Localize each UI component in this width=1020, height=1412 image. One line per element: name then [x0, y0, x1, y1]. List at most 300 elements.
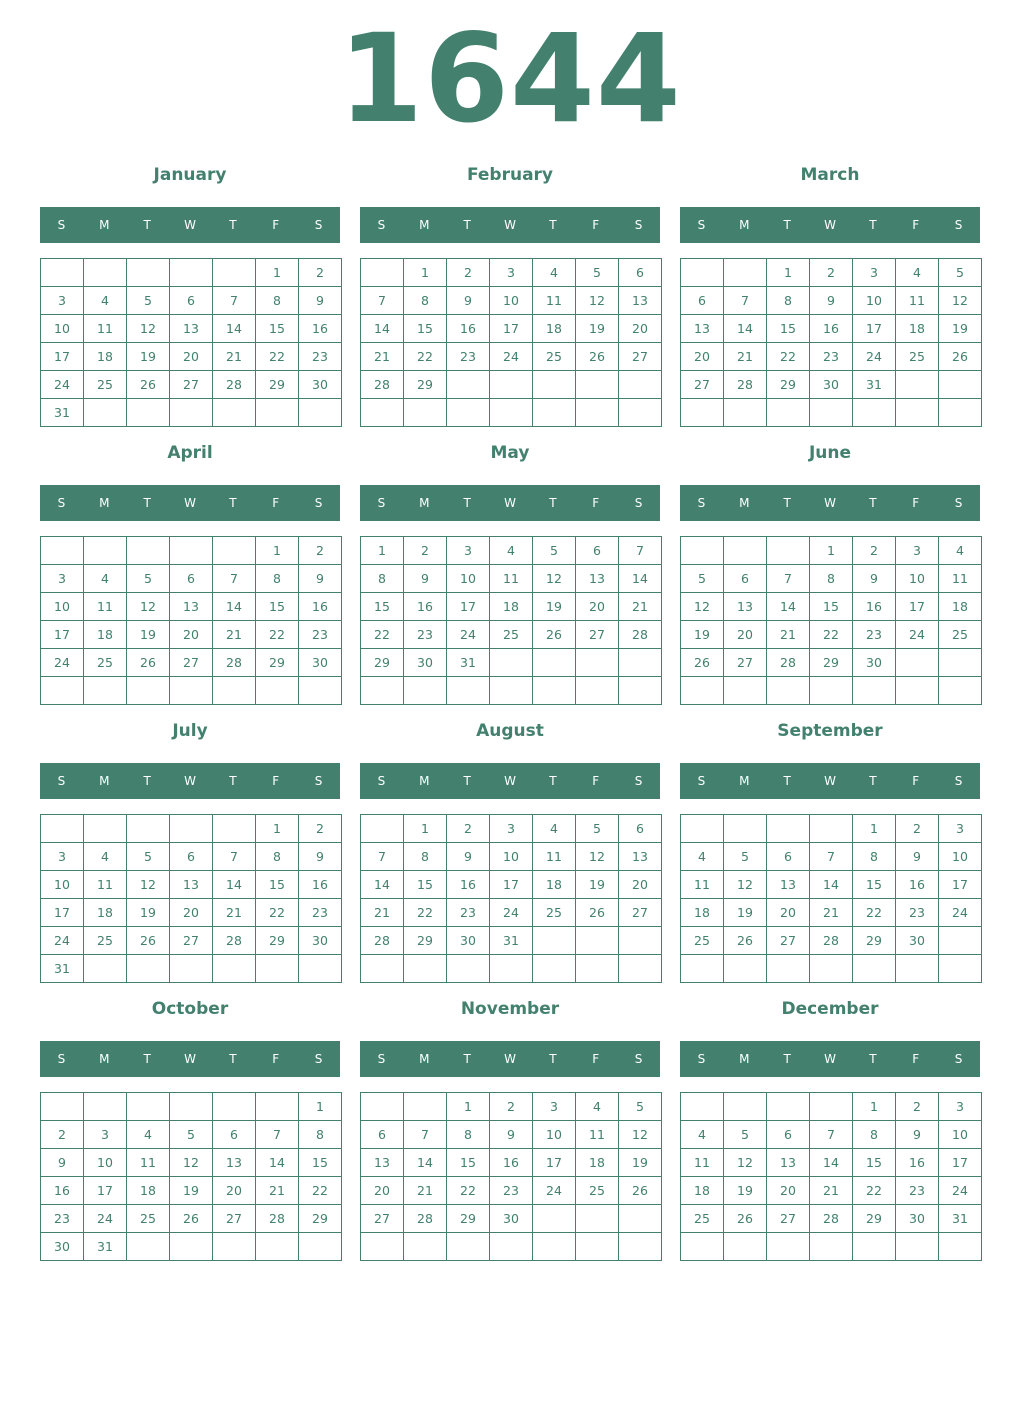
- day-cell: 12: [939, 287, 982, 315]
- weekday-label: S: [954, 1052, 963, 1066]
- weekday-label: S: [57, 218, 66, 232]
- week-row: [41, 677, 342, 705]
- day-cell: 8: [404, 843, 447, 871]
- day-cell: 3: [939, 815, 982, 843]
- day-cell: 15: [404, 871, 447, 899]
- day-cell: 20: [170, 899, 213, 927]
- weekday-label: M: [419, 218, 430, 232]
- day-cell: 1: [447, 1093, 490, 1121]
- day-cell: 19: [724, 1177, 767, 1205]
- day-cell: 27: [619, 343, 662, 371]
- day-cell: 15: [361, 593, 404, 621]
- day-cell: [724, 259, 767, 287]
- day-cell: 27: [619, 899, 662, 927]
- weekday-label: T: [869, 218, 877, 232]
- day-cell: 20: [681, 343, 724, 371]
- day-cell: 29: [256, 927, 299, 955]
- week-row: [681, 815, 982, 843]
- day-cell: 20: [170, 343, 213, 371]
- weekday-label: S: [57, 496, 66, 510]
- weekday-label: T: [783, 774, 791, 788]
- day-cell: 3: [490, 815, 533, 843]
- day-cell: [361, 677, 404, 705]
- weekday-label: F: [272, 774, 280, 788]
- week-row: [41, 565, 342, 593]
- day-cell: 1: [810, 537, 853, 565]
- week-row: [361, 871, 662, 899]
- day-cell: 7: [213, 565, 256, 593]
- day-cell: 3: [447, 537, 490, 565]
- day-cell: 10: [896, 565, 939, 593]
- week-row: [361, 1121, 662, 1149]
- day-cell: 14: [404, 1149, 447, 1177]
- day-cell: [767, 955, 810, 983]
- day-cell: 18: [84, 621, 127, 649]
- day-cell: 28: [256, 1205, 299, 1233]
- day-cell: 15: [810, 593, 853, 621]
- day-cell: [404, 1093, 447, 1121]
- week-row: [681, 1205, 982, 1233]
- weekday-label: W: [504, 496, 516, 510]
- day-cell: [84, 259, 127, 287]
- day-cell: 3: [41, 843, 84, 871]
- day-cell: [810, 1093, 853, 1121]
- day-cell: 9: [404, 565, 447, 593]
- day-cell: [127, 677, 170, 705]
- day-cell: 7: [767, 565, 810, 593]
- day-cell: 21: [256, 1177, 299, 1205]
- day-cell: 5: [533, 537, 576, 565]
- day-cell: [533, 677, 576, 705]
- weekday-label: T: [549, 496, 557, 510]
- weekday-label: W: [824, 1052, 836, 1066]
- weekday-label: T: [143, 774, 151, 788]
- weekday-label: M: [739, 496, 750, 510]
- day-cell: 26: [724, 1205, 767, 1233]
- day-cell: [681, 259, 724, 287]
- day-cell: 31: [939, 1205, 982, 1233]
- day-cell: 17: [853, 315, 896, 343]
- weekday-header: [40, 1041, 340, 1077]
- day-cell: 10: [853, 287, 896, 315]
- day-cell: 30: [810, 371, 853, 399]
- day-cell: [619, 399, 662, 427]
- weekday-label: F: [912, 496, 920, 510]
- day-cell: 16: [299, 593, 342, 621]
- day-cell: 26: [681, 649, 724, 677]
- day-cell: 16: [299, 871, 342, 899]
- day-cell: 2: [299, 259, 342, 287]
- day-cell: [896, 1233, 939, 1261]
- day-cell: [724, 1233, 767, 1261]
- weekday-label: T: [549, 1052, 557, 1066]
- day-cell: [767, 399, 810, 427]
- day-cell: [490, 371, 533, 399]
- day-cell: 19: [576, 315, 619, 343]
- day-cell: 12: [533, 565, 576, 593]
- day-cell: [939, 1233, 982, 1261]
- day-cell: 19: [724, 899, 767, 927]
- day-cell: 30: [896, 1205, 939, 1233]
- day-cell: [533, 1205, 576, 1233]
- week-row: [361, 287, 662, 315]
- day-cell: [767, 1233, 810, 1261]
- week-row: [681, 537, 982, 565]
- weekday-label: T: [229, 774, 237, 788]
- day-cell: [576, 371, 619, 399]
- day-cell: 25: [939, 621, 982, 649]
- day-cell: 10: [939, 843, 982, 871]
- day-cell: 4: [939, 537, 982, 565]
- day-cell: 9: [299, 565, 342, 593]
- week-row: [681, 955, 982, 983]
- weekday-label: M: [99, 1052, 110, 1066]
- day-grid: [40, 814, 342, 983]
- week-row: [681, 649, 982, 677]
- day-cell: 21: [361, 343, 404, 371]
- day-cell: 8: [256, 287, 299, 315]
- day-cell: [810, 815, 853, 843]
- day-cell: [767, 537, 810, 565]
- week-row: [361, 1177, 662, 1205]
- weekday-label: F: [272, 496, 280, 510]
- day-cell: 27: [724, 649, 767, 677]
- day-cell: 25: [84, 649, 127, 677]
- day-cell: 13: [681, 315, 724, 343]
- day-cell: 4: [127, 1121, 170, 1149]
- day-cell: [853, 955, 896, 983]
- weekday-label: S: [954, 218, 963, 232]
- weekday-label: S: [634, 496, 643, 510]
- week-row: [41, 649, 342, 677]
- day-cell: 24: [41, 927, 84, 955]
- day-cell: 14: [810, 871, 853, 899]
- day-cell: [447, 399, 490, 427]
- weekday-label: T: [229, 496, 237, 510]
- day-cell: [41, 815, 84, 843]
- year-title: 1644: [338, 8, 682, 150]
- weekday-label: M: [419, 496, 430, 510]
- weekday-label: W: [504, 218, 516, 232]
- day-cell: 3: [41, 287, 84, 315]
- weekday-label: T: [143, 1052, 151, 1066]
- day-cell: 4: [896, 259, 939, 287]
- day-cell: 21: [724, 343, 767, 371]
- day-cell: 26: [576, 899, 619, 927]
- day-cell: 29: [404, 371, 447, 399]
- day-cell: 2: [810, 259, 853, 287]
- weekday-label: F: [592, 496, 600, 510]
- week-row: [361, 1205, 662, 1233]
- day-cell: [810, 1233, 853, 1261]
- day-cell: 10: [41, 315, 84, 343]
- week-row: [41, 537, 342, 565]
- day-cell: 16: [447, 315, 490, 343]
- day-cell: 21: [213, 343, 256, 371]
- day-cell: [490, 649, 533, 677]
- day-cell: 3: [853, 259, 896, 287]
- day-cell: 30: [896, 927, 939, 955]
- week-row: [681, 399, 982, 427]
- weekday-label: M: [739, 218, 750, 232]
- day-cell: 11: [127, 1149, 170, 1177]
- day-cell: [84, 1093, 127, 1121]
- day-cell: 7: [361, 287, 404, 315]
- day-cell: 16: [896, 871, 939, 899]
- day-cell: 1: [256, 259, 299, 287]
- day-cell: [810, 955, 853, 983]
- day-cell: [299, 677, 342, 705]
- day-cell: [619, 371, 662, 399]
- day-cell: 15: [767, 315, 810, 343]
- day-cell: 24: [490, 343, 533, 371]
- day-cell: 16: [853, 593, 896, 621]
- day-cell: 11: [896, 287, 939, 315]
- day-cell: 19: [619, 1149, 662, 1177]
- day-cell: [533, 649, 576, 677]
- day-cell: 14: [213, 315, 256, 343]
- day-cell: [41, 677, 84, 705]
- day-cell: 22: [447, 1177, 490, 1205]
- day-cell: 10: [490, 843, 533, 871]
- weekday-label: W: [504, 774, 516, 788]
- day-cell: 25: [84, 371, 127, 399]
- weekday-label: T: [463, 774, 471, 788]
- day-cell: 18: [533, 871, 576, 899]
- week-row: [361, 1093, 662, 1121]
- month-december: [680, 997, 980, 1267]
- week-row: [681, 287, 982, 315]
- weekday-label: S: [57, 1052, 66, 1066]
- day-cell: 23: [896, 899, 939, 927]
- day-cell: 11: [576, 1121, 619, 1149]
- day-cell: 18: [84, 899, 127, 927]
- day-cell: 22: [256, 343, 299, 371]
- day-cell: 23: [896, 1177, 939, 1205]
- day-cell: [447, 677, 490, 705]
- day-cell: [170, 677, 213, 705]
- weekday-label: M: [419, 1052, 430, 1066]
- day-cell: 22: [853, 1177, 896, 1205]
- day-cell: [490, 677, 533, 705]
- month-may: [360, 441, 660, 711]
- day-cell: [619, 955, 662, 983]
- weekday-label: T: [869, 774, 877, 788]
- week-row: [681, 871, 982, 899]
- day-cell: 12: [170, 1149, 213, 1177]
- day-cell: 23: [447, 343, 490, 371]
- day-cell: [127, 955, 170, 983]
- day-cell: [404, 955, 447, 983]
- weekday-label: S: [314, 218, 323, 232]
- day-cell: [127, 1233, 170, 1261]
- day-cell: 15: [447, 1149, 490, 1177]
- week-row: [41, 1121, 342, 1149]
- day-cell: 5: [127, 843, 170, 871]
- day-cell: 29: [256, 371, 299, 399]
- weekday-label: T: [463, 218, 471, 232]
- day-cell: 31: [853, 371, 896, 399]
- month-february: [360, 163, 660, 433]
- day-cell: 30: [299, 371, 342, 399]
- day-cell: [361, 399, 404, 427]
- day-grid: [360, 1092, 662, 1261]
- day-cell: 3: [896, 537, 939, 565]
- day-cell: 7: [213, 287, 256, 315]
- week-row: [361, 649, 662, 677]
- day-cell: 23: [299, 621, 342, 649]
- weekday-label: W: [504, 1052, 516, 1066]
- day-cell: 28: [213, 649, 256, 677]
- month-name: April: [167, 443, 213, 463]
- weekday-label: S: [697, 1052, 706, 1066]
- weekday-header: [40, 485, 340, 521]
- day-cell: 11: [533, 287, 576, 315]
- weekday-header: [680, 207, 980, 243]
- day-cell: 4: [533, 815, 576, 843]
- day-cell: 5: [576, 259, 619, 287]
- day-cell: 13: [170, 315, 213, 343]
- weekday-label: S: [377, 1052, 386, 1066]
- week-row: [41, 1093, 342, 1121]
- day-grid: [40, 258, 342, 427]
- day-cell: 10: [84, 1149, 127, 1177]
- day-cell: 27: [170, 927, 213, 955]
- week-row: [41, 315, 342, 343]
- day-cell: 23: [299, 343, 342, 371]
- day-cell: [361, 259, 404, 287]
- day-cell: [170, 259, 213, 287]
- week-row: [41, 871, 342, 899]
- day-cell: 28: [213, 371, 256, 399]
- day-cell: [576, 955, 619, 983]
- week-row: [681, 927, 982, 955]
- day-cell: 16: [41, 1177, 84, 1205]
- month-name: September: [777, 721, 883, 741]
- day-cell: 11: [84, 315, 127, 343]
- month-name: December: [781, 999, 879, 1019]
- day-cell: [127, 399, 170, 427]
- day-cell: [896, 677, 939, 705]
- week-row: [361, 259, 662, 287]
- day-cell: 28: [404, 1205, 447, 1233]
- day-cell: 21: [361, 899, 404, 927]
- day-cell: 17: [490, 871, 533, 899]
- day-cell: 2: [404, 537, 447, 565]
- day-cell: [447, 1233, 490, 1261]
- weekday-label: W: [184, 774, 196, 788]
- day-cell: 4: [681, 1121, 724, 1149]
- weekday-label: M: [99, 496, 110, 510]
- day-cell: 25: [533, 899, 576, 927]
- weekday-label: W: [824, 774, 836, 788]
- day-cell: 30: [853, 649, 896, 677]
- day-cell: [939, 399, 982, 427]
- day-cell: [576, 649, 619, 677]
- month-september: [680, 719, 980, 989]
- day-cell: 7: [810, 843, 853, 871]
- day-cell: 16: [896, 1149, 939, 1177]
- week-row: [681, 899, 982, 927]
- day-cell: 18: [84, 343, 127, 371]
- day-cell: [896, 399, 939, 427]
- day-cell: [681, 537, 724, 565]
- day-cell: 25: [681, 927, 724, 955]
- day-cell: 6: [170, 287, 213, 315]
- day-cell: [213, 1093, 256, 1121]
- day-cell: [256, 677, 299, 705]
- day-cell: [213, 677, 256, 705]
- day-cell: 6: [724, 565, 767, 593]
- day-cell: 6: [767, 843, 810, 871]
- day-cell: [213, 399, 256, 427]
- week-row: [361, 537, 662, 565]
- day-cell: 14: [361, 871, 404, 899]
- week-row: [681, 1177, 982, 1205]
- day-cell: 1: [404, 815, 447, 843]
- day-cell: [724, 399, 767, 427]
- day-cell: [619, 927, 662, 955]
- day-cell: 18: [681, 1177, 724, 1205]
- day-cell: 24: [84, 1205, 127, 1233]
- weekday-label: S: [697, 774, 706, 788]
- month-january: [40, 163, 340, 433]
- day-cell: 12: [127, 593, 170, 621]
- day-cell: 1: [853, 1093, 896, 1121]
- day-cell: 30: [490, 1205, 533, 1233]
- day-cell: 13: [576, 565, 619, 593]
- day-grid: [680, 814, 982, 983]
- day-cell: 20: [170, 621, 213, 649]
- day-cell: 31: [447, 649, 490, 677]
- week-row: [41, 955, 342, 983]
- day-cell: 21: [213, 621, 256, 649]
- day-cell: [619, 677, 662, 705]
- day-cell: [681, 1093, 724, 1121]
- weekday-label: F: [912, 774, 920, 788]
- weekday-label: F: [592, 218, 600, 232]
- day-grid: [360, 258, 662, 427]
- day-cell: 1: [299, 1093, 342, 1121]
- week-row: [361, 1149, 662, 1177]
- day-cell: 5: [939, 259, 982, 287]
- day-cell: 25: [127, 1205, 170, 1233]
- day-cell: [84, 399, 127, 427]
- day-cell: [681, 955, 724, 983]
- day-cell: 8: [256, 565, 299, 593]
- day-cell: 15: [853, 1149, 896, 1177]
- day-cell: 12: [724, 1149, 767, 1177]
- day-cell: [533, 927, 576, 955]
- day-cell: [767, 677, 810, 705]
- day-cell: [576, 1205, 619, 1233]
- day-cell: 15: [256, 593, 299, 621]
- week-row: [681, 315, 982, 343]
- week-row: [361, 565, 662, 593]
- week-row: [361, 899, 662, 927]
- day-cell: 27: [170, 649, 213, 677]
- weekday-label: S: [634, 1052, 643, 1066]
- day-cell: 12: [127, 871, 170, 899]
- day-cell: [896, 371, 939, 399]
- day-cell: [490, 1233, 533, 1261]
- week-row: [41, 593, 342, 621]
- month-november: [360, 997, 660, 1267]
- day-cell: [724, 537, 767, 565]
- week-row: [361, 843, 662, 871]
- day-cell: 5: [724, 843, 767, 871]
- day-cell: 2: [896, 815, 939, 843]
